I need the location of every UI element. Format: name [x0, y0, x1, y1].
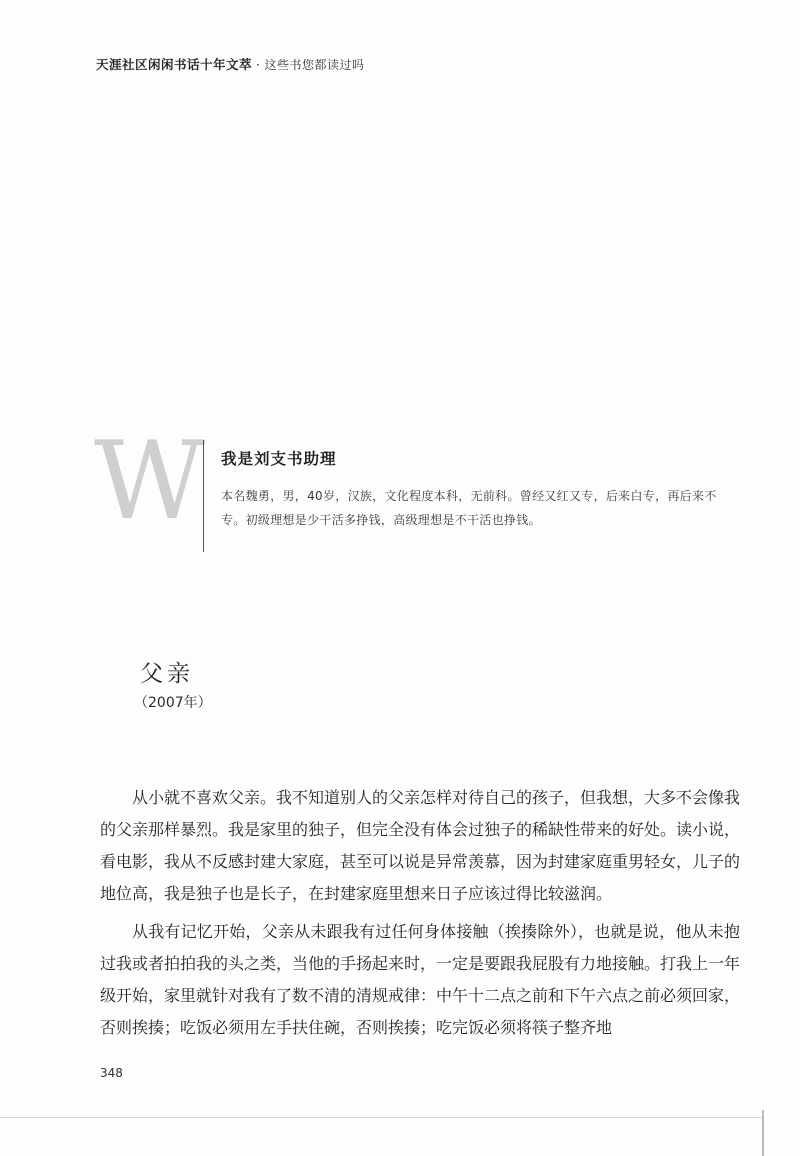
author-bio: 本名魏勇，男，40岁，汉族，文化程度本科，无前科。曾经又红又专，后来白专，再后来不专。初级理想是少干活多挣钱，高级理想是不干活也挣钱。	[221, 489, 717, 527]
scan-edge-right	[762, 1110, 764, 1156]
running-header	[96, 55, 365, 73]
article-body	[100, 782, 740, 1050]
header-separator: ·	[256, 57, 261, 72]
author-divider	[203, 440, 204, 552]
author-name: 我是刘支书助理	[221, 450, 337, 468]
body-paragraph: 从我有记忆开始，父亲从未跟我有过任何身体接触（挨揍除外），也就是说，他从未抱过我或者拍拍我的头之类，当他的手扬起来时，一定是要跟我屁股有力地接触。打我上一年级开始，家里就针对我有了数不清的清规戒律：中午十二点之前和下午六点之前必须回家，否则挨揍；吃饭必须用左手扶住碗，否则挨揍；吃完饭必须将筷子整齐地	[100, 922, 741, 1037]
article-title: 父亲	[140, 661, 194, 687]
body-paragraph: 从小就不喜欢父亲。我不知道别人的父亲怎样对待自己的孩子，但我想，大多不会像我的父亲那样暴烈。我是家里的独子，但完全没有体会过独子的稀缺性带来的好处。读小说，看电影，我从不反感封建大家庭，甚至可以说是异常羡慕，因为封建家庭重男轻女，儿子的地位高，我是独子也是长子，在封建家庭里想来日子应该过得比较滋润。	[100, 788, 741, 903]
article-year: （2007年）	[134, 695, 212, 711]
scan-edge-bottom	[0, 1117, 762, 1118]
page-number: 348	[100, 1066, 123, 1080]
author-initial-letter: W	[94, 419, 202, 544]
book-title: 天涯社区闲闲书话十年文萃	[96, 57, 253, 72]
section-title: 这些书您都读过吗	[264, 58, 365, 72]
